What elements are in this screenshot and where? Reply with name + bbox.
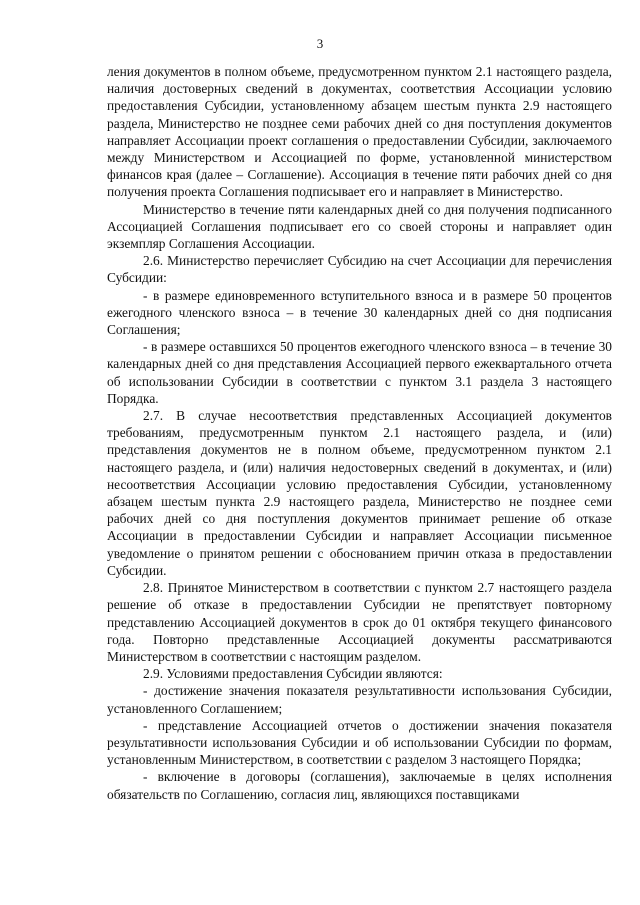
paragraph-2-7: 2.7. В случае несоответствия представленных Ассоциацией документов требованиям, предусмотренным пунктом 2.1 настоящего раздела, и (или) представления документов не в полном объеме, предусмотренном пунктом 2.1 настоящего раздела, и (или) наличия недостоверных сведений в документах, и (или) несоответствия Ассоциации условию предоставления Субсидии, установленному абзацем шестым пункта 2.9 настоящего раздела, Министерство не позднее семи рабочих дней со дня поступления документов принимает решение об отказе Ассоциации в предоставлении Субсидии и направляет Ассоциации письменное уведомление о принятом решении с обоснованием причин отказа в предоставлении Субсидии. [107, 408, 612, 578]
paragraph-agreement-signing: Министерство в течение пяти календарных дней со дня получения подписанного Ассоциацией Соглашения подписывает его со своей стороны и направляет один экземпляр Соглашения Ассоциации. [107, 201, 612, 252]
document-body [107, 63, 612, 803]
paragraph-2-8: 2.8. Принятое Министерством в соответствии с пунктом 2.7 настоящего раздела решение об отказе в предоставлении Субсидии не препятствует повторному представлению Ассоциацией документов в срок до 01 октября текущего финансового года. Повторно представленные Ассоциацией документы рассматриваются Министерством в соответствии с настоящим разделом. [107, 580, 612, 664]
paragraph-2-6: 2.6. Министерство перечисляет Субсидию на счет Ассоциации для перечисления Субсидии: [107, 253, 612, 286]
list-item-condition-indicator: - достижение значения показателя результативности использования Субсидии, установленного Соглашением; [107, 683, 612, 716]
page-number: 3 [316, 36, 324, 51]
list-item-second-transfer: - в размере оставшихся 50 процентов ежегодного членского взноса – в течение 30 календарных дней со дня представления Ассоциацией первого ежеквартального отчета об использовании Субсидии в соответствии с пунктом 3.1 раздела 3 настоящего Порядка. [107, 339, 612, 406]
paragraph-continuation: ления документов в полном объеме, предусмотренном пунктом 2.1 настоящего раздела, наличия достоверных сведений в документах, соответствия Ассоциации условию предоставления Субсидии, установленному абзацем шестым пункта 2.9 настоящего раздела, Министерство не позднее семи рабочих дней со дня поступления документов направляет Ассоциации проект соглашения о предоставлении Субсидии, заключаемого между Министерством и Ассоциацией по форме, установленной министерством финансов края (далее – Соглашение). Ассоциация в течение пяти рабочих дней со дня получения проекта Соглашения подписывает его и направляет в Министерство. [107, 64, 612, 200]
list-item-condition-reports: - представление Ассоциацией отчетов о достижении значения показателя результативности использования Субсидии и об использовании Субсидии по формам, установленным Министерством, в соответствии с разделом 3 настоящего Порядка; [107, 717, 612, 768]
paragraph-2-9: 2.9. Условиями предоставления Субсидии являются: [143, 666, 443, 682]
list-item-first-transfer: - в размере единовременного вступительного взноса и в размере 50 процентов ежегодного членского взноса – в течение 30 календарных дней со дня подписания Соглашения; [107, 287, 612, 338]
list-item-condition-contracts: - включение в договоры (соглашения), заключаемые в целях исполнения обязательств по Соглашению, согласия лиц, являющихся поставщиками [107, 769, 612, 802]
